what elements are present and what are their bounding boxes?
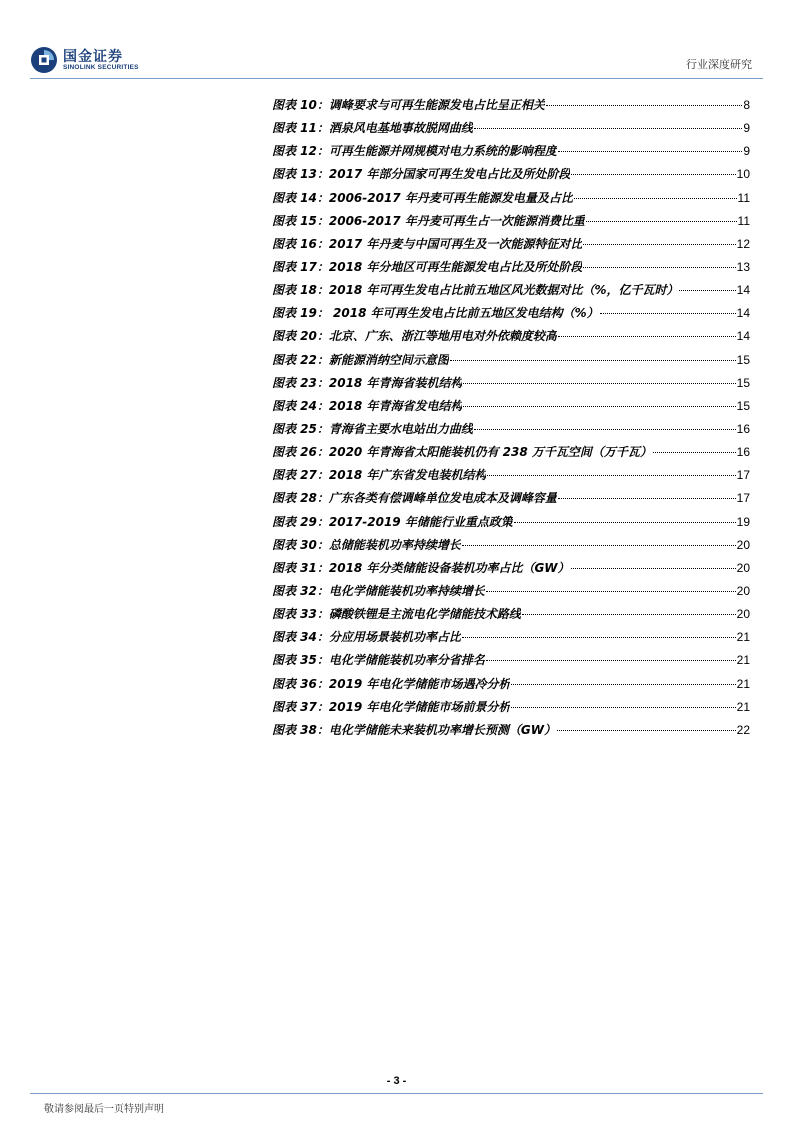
toc-entry[interactable] [272, 187, 750, 210]
toc-entry[interactable] [272, 302, 750, 325]
toc-entry-page-number[interactable]: 21 [736, 630, 750, 645]
toc-entry-title[interactable]: 图表 34：分应用场景装机功率占比 [272, 630, 461, 645]
toc-dot-leader [679, 290, 735, 291]
toc-entry[interactable] [272, 534, 750, 557]
toc-entry-page-number[interactable]: 16 [736, 445, 750, 460]
toc-entry-page-number[interactable]: 20 [736, 560, 750, 575]
toc-dot-leader [583, 267, 735, 268]
toc-entry[interactable] [272, 464, 750, 487]
sinolink-logo-icon [30, 46, 58, 74]
toc-dot-leader [557, 730, 736, 731]
toc-entry[interactable] [272, 163, 750, 186]
toc-entry[interactable] [272, 487, 750, 510]
toc-entry[interactable] [272, 140, 750, 163]
toc-entry-title[interactable]: 图表 17：2018 年分地区可再生能源发电占比及所处阶段 [272, 259, 583, 274]
toc-entry[interactable] [272, 649, 750, 672]
toc-entry[interactable] [272, 418, 750, 441]
toc-entry[interactable] [272, 210, 750, 233]
toc-dot-leader [558, 151, 742, 152]
toc-dot-leader [462, 545, 736, 546]
toc-dot-leader [511, 707, 735, 708]
toc-dot-leader [574, 198, 737, 199]
toc-dot-leader [474, 429, 736, 430]
toc-entry[interactable] [272, 626, 750, 649]
toc-entry-page-number[interactable]: 16 [736, 421, 750, 436]
toc-entry[interactable] [272, 603, 750, 626]
toc-entry[interactable] [272, 719, 750, 742]
toc-entry-title[interactable]: 图表 16：2017 年丹麦与中国可再生及一次能源特征对比 [272, 236, 583, 251]
toc-entry[interactable] [272, 94, 750, 117]
toc-dot-leader [486, 591, 736, 592]
toc-entry-page-number[interactable]: 13 [736, 259, 750, 274]
toc-dot-leader [450, 360, 736, 361]
toc-entry[interactable] [272, 580, 750, 603]
toc-entry-page-number[interactable]: 21 [736, 676, 750, 691]
toc-entry-page-number[interactable]: 14 [736, 306, 750, 321]
toc-entry-page-number[interactable]: 17 [736, 491, 750, 506]
toc-entry-page-number[interactable]: 21 [736, 699, 750, 714]
toc-entry[interactable] [272, 673, 750, 696]
toc-dot-leader [474, 128, 742, 129]
toc-entry-title[interactable]: 图表 27：2018 年广东省发电装机结构 [272, 468, 487, 483]
toc-entry-title[interactable]: 图表 30：总储能装机功率持续增长 [272, 537, 461, 552]
toc-entry[interactable] [272, 511, 750, 534]
toc-dot-leader [514, 522, 736, 523]
toc-entry-page-number[interactable]: 11 [737, 190, 750, 205]
toc-dot-leader [486, 660, 736, 661]
toc-dot-leader [546, 105, 742, 106]
logo-name-cn: 国金证券 [63, 49, 123, 65]
toc-entry-page-number[interactable]: 14 [736, 329, 750, 344]
toc-dot-leader [463, 406, 735, 407]
toc-entry[interactable] [272, 256, 750, 279]
toc-dot-leader [462, 637, 736, 638]
toc-entry-title[interactable]: 图表 29：2017-2019 年储能行业重点政策 [272, 514, 513, 529]
toc-entry-page-number[interactable]: 15 [736, 352, 750, 367]
toc-entry-page-number[interactable]: 11 [737, 213, 750, 228]
toc-entry-title[interactable]: 图表 24：2018 年青海省发电结构 [272, 398, 463, 413]
disclaimer-text: 敬请参阅最后一页特别声明 [44, 1104, 164, 1115]
toc-entry-title[interactable]: 图表 23：2018 年青海省装机结构 [272, 375, 463, 390]
toc-entry[interactable] [272, 441, 750, 464]
toc-entry-title[interactable]: 图表 35：电化学储能装机功率分省排名 [272, 653, 485, 668]
toc-entry-page-number[interactable]: 8 [743, 98, 750, 112]
toc-entry-page-number[interactable]: 9 [743, 144, 750, 159]
toc-dot-leader [653, 452, 736, 453]
toc-entry[interactable] [272, 557, 750, 580]
toc-entry-title[interactable]: 图表 19： 2018 年可再生发电占比前五地区发电结构（%） [272, 306, 599, 321]
page-header [0, 0, 793, 80]
toc-dot-leader [463, 383, 735, 384]
toc-entry-page-number[interactable]: 9 [743, 121, 750, 136]
report-type-label: 行业深度研究 [686, 58, 752, 71]
toc-dot-leader [487, 475, 735, 476]
toc-entry-title[interactable]: 图表 32：电化学储能装机功率持续增长 [272, 583, 485, 598]
toc-entry-page-number[interactable]: 14 [736, 283, 750, 298]
toc-dot-leader [522, 614, 736, 615]
toc-entry-title[interactable]: 图表 33：磷酸铁锂是主流电化学储能技术路线 [272, 607, 521, 622]
toc-entry-page-number[interactable]: 10 [736, 167, 750, 182]
toc-entry-title[interactable]: 图表 12：可再生能源并网规模对电力系统的影响程度 [272, 144, 557, 159]
toc-entry-page-number[interactable]: 20 [736, 537, 750, 552]
toc-entry-title[interactable]: 图表 20：北京、广东、浙江等地用电对外依赖度较高 [272, 329, 557, 344]
toc-entry-title[interactable]: 图表 13：2017 年部分国家可再生发电占比及所处阶段 [272, 167, 571, 182]
toc-entry-page-number[interactable]: 15 [736, 398, 750, 413]
header-divider [30, 78, 763, 79]
toc-entry-title[interactable]: 图表 10：调峰要求与可再生能源发电占比呈正相关 [272, 98, 545, 112]
toc-entry-page-number[interactable]: 20 [736, 583, 750, 598]
table-of-figures [272, 94, 750, 742]
toc-entry-page-number[interactable]: 15 [736, 375, 750, 390]
toc-entry[interactable] [272, 372, 750, 395]
toc-entry[interactable] [272, 233, 750, 256]
toc-dot-leader [571, 568, 736, 569]
toc-dot-leader [571, 174, 735, 175]
toc-dot-leader [511, 684, 735, 685]
toc-entry-title[interactable]: 图表 31：2018 年分类储能设备装机功率占比（GW） [272, 560, 570, 575]
logo-name-en: SINOLINK SECURITIES [63, 64, 139, 71]
toc-entry-title[interactable]: 图表 36：2019 年电化学储能市场遇冷分析 [272, 676, 511, 691]
toc-entry-page-number[interactable]: 22 [736, 722, 750, 737]
toc-dot-leader [558, 336, 736, 337]
toc-entry-title[interactable]: 图表 38：电化学储能未来装机功率增长预测（GW） [272, 722, 556, 737]
page-number: - 3 - [386, 1075, 407, 1087]
toc-entry[interactable] [272, 279, 750, 302]
toc-entry[interactable] [272, 696, 750, 719]
toc-entry-title[interactable]: 图表 18：2018 年可再生发电占比前五地区风光数据对比（%，亿千瓦时） [272, 283, 679, 298]
toc-entry[interactable] [272, 117, 750, 140]
toc-dot-leader [583, 244, 735, 245]
toc-entry-title[interactable]: 图表 22：新能源消纳空间示意图 [272, 352, 449, 367]
toc-entry[interactable] [272, 395, 750, 418]
toc-entry[interactable] [272, 325, 750, 348]
toc-entry-page-number[interactable]: 21 [736, 653, 750, 668]
toc-dot-leader [600, 313, 736, 314]
toc-entry-title[interactable]: 图表 28：广东各类有偿调峰单位发电成本及调峰容量 [272, 491, 557, 506]
toc-entry-page-number[interactable]: 19 [736, 514, 750, 529]
toc-entry-title[interactable]: 图表 11：酒泉风电基地事故脱网曲线 [272, 121, 473, 136]
toc-entry-page-number[interactable]: 17 [736, 468, 750, 483]
company-logo [30, 46, 150, 76]
toc-entry-title[interactable]: 图表 26：2020 年青海省太阳能装机仍有 238 万千瓦空间（万千瓦） [272, 445, 652, 460]
toc-entry-title[interactable]: 图表 15：2006-2017 年丹麦可再生占一次能源消费比重 [272, 213, 585, 228]
toc-dot-leader [558, 498, 736, 499]
toc-entry-title[interactable]: 图表 14：2006-2017 年丹麦可再生能源发电量及占比 [272, 190, 573, 205]
toc-dot-leader [586, 221, 737, 222]
toc-entry[interactable] [272, 349, 750, 372]
toc-entry-page-number[interactable]: 12 [736, 236, 750, 251]
footer-divider [30, 1093, 763, 1094]
toc-entry-title[interactable]: 图表 37：2019 年电化学储能市场前景分析 [272, 699, 511, 714]
toc-entry-page-number[interactable]: 20 [736, 607, 750, 622]
toc-entry-title[interactable]: 图表 25：青海省主要水电站出力曲线 [272, 421, 473, 436]
